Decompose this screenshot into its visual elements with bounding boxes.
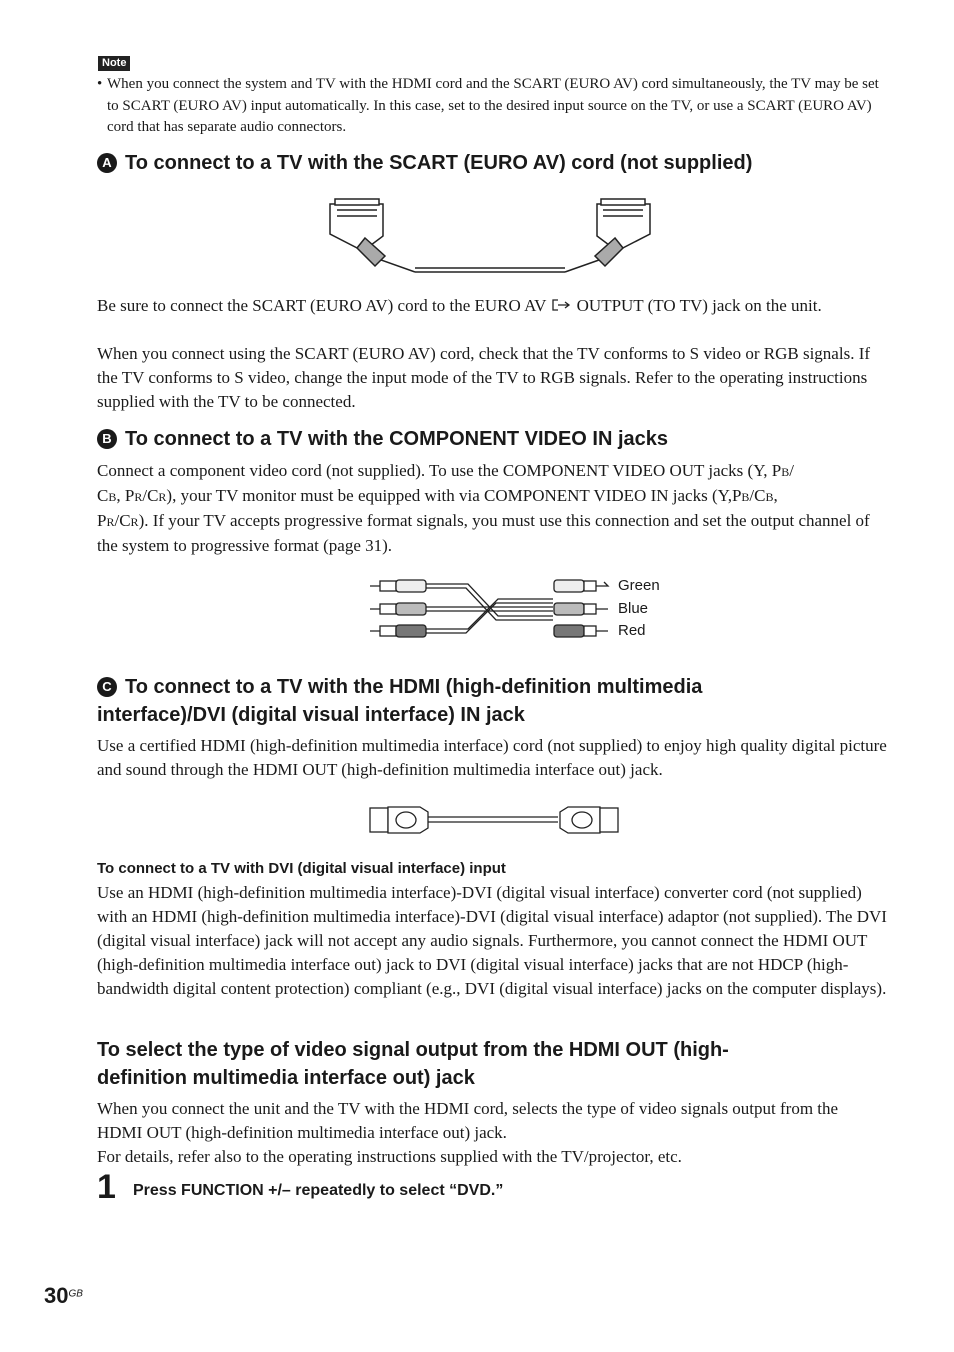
- section-a-paragraph-1: [97, 294, 887, 318]
- note-text: When you connect the system and TV with the HDMI cord and the SCART (EURO AV) cord simultaneously, the TV may be set to SCART (EURO AV) input automatically. In this case, set to the desired input source on the TV, or use a SCART (EURO AV) cord that has separate audio connectors.: [107, 76, 879, 135]
- cable-label-blue: Blue: [618, 600, 649, 617]
- section-b-heading: [97, 425, 897, 453]
- hdmi-cable-icon: [368, 804, 620, 836]
- note-bullet: •: [97, 76, 103, 92]
- select-heading-line-1: To select the type of video signal output from the HDMI OUT (high-: [97, 1039, 729, 1061]
- component-cable-icon: [368, 576, 613, 642]
- b-text-4: /C: [142, 486, 159, 505]
- b-sc-6: B: [765, 490, 774, 504]
- output-arrow-icon: [550, 298, 572, 312]
- cable-label-green: Green: [618, 577, 660, 594]
- select-paragraph-1: When you connect the unit and the TV with the HDMI cord, selects the type of video signals output from the HDMI OUT (high-definition multimedia interface out) jack.: [97, 1099, 839, 1142]
- section-b-paragraph: [97, 459, 887, 558]
- section-c-marker: C: [97, 677, 117, 697]
- b-text-7b: P: [97, 511, 107, 530]
- page-suffix: GB: [68, 1288, 83, 1300]
- section-a-p1-before: Be sure to connect the SCART (EURO AV) cord to the EURO AV: [97, 296, 551, 315]
- b-text-2b: C: [97, 486, 109, 505]
- b-sc-1: B: [781, 465, 790, 479]
- b-text-9: ). If your TV accepts progressive format signals, you must use this connection and set the output channel of the system to progressive format (page 31).: [97, 511, 870, 555]
- section-c-heading: [97, 673, 897, 729]
- select-heading-line-2: definition multimedia interface out) jack: [97, 1067, 475, 1089]
- scart-cable-icon: [325, 196, 655, 278]
- b-sc-2: B: [108, 490, 117, 504]
- section-a-marker: A: [97, 153, 117, 173]
- b-text-8: /C: [114, 511, 131, 530]
- cable-label-red: Red: [618, 622, 646, 639]
- section-b-heading-text: To connect to a TV with the COMPONENT VIDEO IN jacks: [125, 428, 669, 450]
- select-paragraph-2: For details, refer also to the operating instructions supplied with the TV/projector, etc.: [97, 1147, 682, 1166]
- section-b-marker: B: [97, 429, 117, 449]
- page-number: 30: [44, 1283, 69, 1308]
- section-a-heading: [97, 149, 897, 177]
- b-sc-7: R: [106, 515, 115, 529]
- b-sc-4: R: [158, 490, 167, 504]
- b-text-1: Connect a component video cord (not supplied). To use the COMPONENT VIDEO OUT jacks (Y, P: [97, 461, 782, 480]
- b-sc-3: R: [134, 490, 143, 504]
- dvi-paragraph: Use an HDMI (high-definition multimedia interface)-DVI (digital visual interface) converter cord (not supplied) with an HDMI (high-definition multimedia interface)-DVI (digital visual interface) adaptor (not supplied). The DVI (digital visual interface) jack will not accept any audio signals. Furthermore, you cannot connect the HDMI OUT (high-definition multimedia interface out) jack to DVI (digital visual interface) jacks that are not HDCP (high-bandwidth digital content protection) compliant (e.g., DVI (digital visual interface) jacks on the computer displays).: [97, 883, 887, 998]
- step-number: 1: [97, 1168, 116, 1206]
- note-badge: Note: [98, 56, 130, 71]
- note-text-block: [97, 74, 887, 139]
- b-sc-8: R: [130, 515, 139, 529]
- section-c-paragraph: Use a certified HDMI (high-definition multimedia interface) cord (not supplied) to enjoy high quality digital picture and sound through the HDMI OUT (high-definition multimedia interface out) jack.: [97, 736, 887, 779]
- b-text-3: , P: [116, 486, 135, 505]
- b-text-5: ), your TV monitor must be equipped with via COMPONENT VIDEO IN jacks (Y,P: [166, 486, 742, 505]
- b-text-7: ,: [773, 486, 778, 505]
- dvi-subheading: To connect to a TV with DVI (digital visual interface) input: [97, 860, 506, 877]
- step-text: Press FUNCTION +/– repeatedly to select “DVD.”: [133, 1182, 504, 1199]
- section-a-heading-text: To connect to a TV with the SCART (EURO AV) cord (not supplied): [125, 152, 753, 174]
- select-heading: [97, 1036, 897, 1092]
- section-c-heading-line-2: interface)/DVI (digital visual interface) IN jack: [97, 704, 525, 726]
- b-text-6: /C: [749, 486, 766, 505]
- section-c-heading-line-1: To connect to a TV with the HDMI (high-definition multimedia: [125, 676, 703, 698]
- section-a-p1-after: OUTPUT (TO TV) jack on the unit.: [572, 296, 822, 315]
- b-sc-5: B: [741, 490, 750, 504]
- section-a-paragraph-2: When you connect using the SCART (EURO AV) cord, check that the TV conforms to S video or RGB signals. If the TV conforms to S video, change the input mode of the TV to RGB signals. Refer to the operating instructions supplied with the TV to be connected.: [97, 344, 871, 411]
- b-text-2: /: [789, 461, 794, 480]
- page-footer: [44, 1283, 83, 1309]
